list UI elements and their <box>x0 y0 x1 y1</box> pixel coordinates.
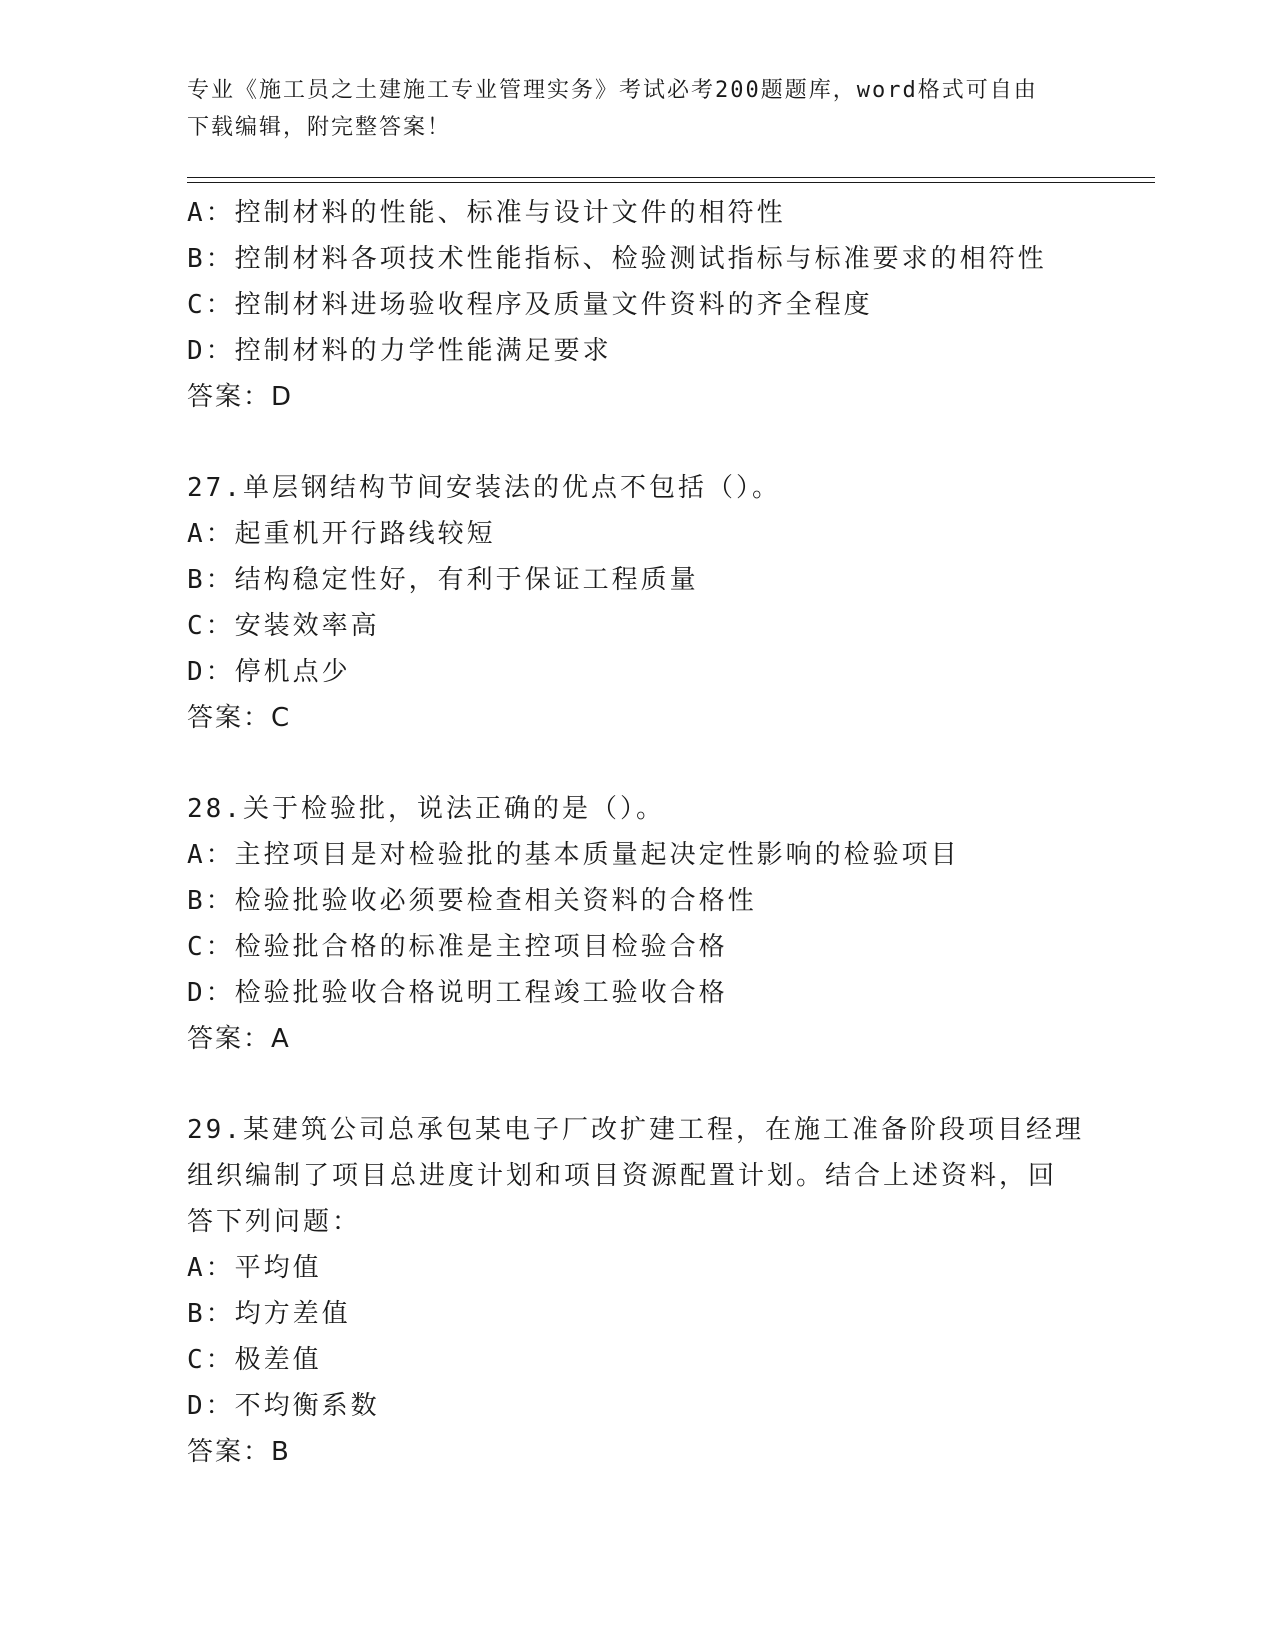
question-26 <box>187 190 1087 420</box>
option-d: D：停机点少 <box>187 657 351 687</box>
question-content <box>187 190 1087 1475</box>
question-27 <box>187 465 1087 741</box>
option-b: B：检验批验收必须要检查相关资料的合格性 <box>187 886 757 916</box>
answer: 答案：C <box>187 703 292 733</box>
option-c: C：检验批合格的标准是主控项目检验合格 <box>187 932 728 962</box>
option-c: C：极差值 <box>187 1345 322 1375</box>
option-c: C：安装效率高 <box>187 611 380 641</box>
question-title-line-1: 29.某建筑公司总承包某电子厂改扩建工程，在施工准备阶段项目经理 <box>187 1115 1084 1145</box>
answer: 答案：A <box>187 1024 291 1054</box>
answer: 答案：D <box>187 382 294 412</box>
spacer <box>187 741 1087 786</box>
header-line-1: 专业《施工员之土建施工专业管理实务》考试必考200题题库，word格式可自由 <box>187 78 1038 103</box>
option-a: A：平均值 <box>187 1253 322 1283</box>
header-rule-top <box>187 177 1155 178</box>
option-b: B：结构稳定性好，有利于保证工程质量 <box>187 565 699 595</box>
question-title: 28.关于检验批，说法正确的是（）。 <box>187 794 665 824</box>
option-d: D：控制材料的力学性能满足要求 <box>187 336 612 366</box>
question-title-line-2: 组织编制了项目总进度计划和项目资源配置计划。结合上述资料，回 <box>187 1161 1058 1191</box>
option-d: D：检验批验收合格说明工程竣工验收合格 <box>187 978 728 1008</box>
answer: 答案：B <box>187 1437 291 1467</box>
option-c: C：控制材料进场验收程序及质量文件资料的齐全程度 <box>187 290 873 320</box>
header-rule-bottom <box>187 182 1155 183</box>
option-b: B：控制材料各项技术性能指标、检验测试指标与标准要求的相符性 <box>187 244 1047 274</box>
option-d: D：不均衡系数 <box>187 1391 380 1421</box>
header-line-2: 下载编辑，附完整答案！ <box>187 115 452 140</box>
option-a: A：控制材料的性能、标准与设计文件的相符性 <box>187 198 786 228</box>
question-title: 27.单层钢结构节间安装法的优点不包括（）。 <box>187 473 781 503</box>
spacer <box>187 420 1087 465</box>
page-header <box>187 72 1087 146</box>
option-a: A：主控项目是对检验批的基本质量起决定性影响的检验项目 <box>187 840 960 870</box>
question-title-line-3: 答下列问题： <box>187 1207 362 1237</box>
question-28 <box>187 786 1087 1062</box>
spacer <box>187 1062 1087 1107</box>
option-b: B：均方差值 <box>187 1299 351 1329</box>
option-a: A：起重机开行路线较短 <box>187 519 496 549</box>
question-29 <box>187 1107 1087 1475</box>
